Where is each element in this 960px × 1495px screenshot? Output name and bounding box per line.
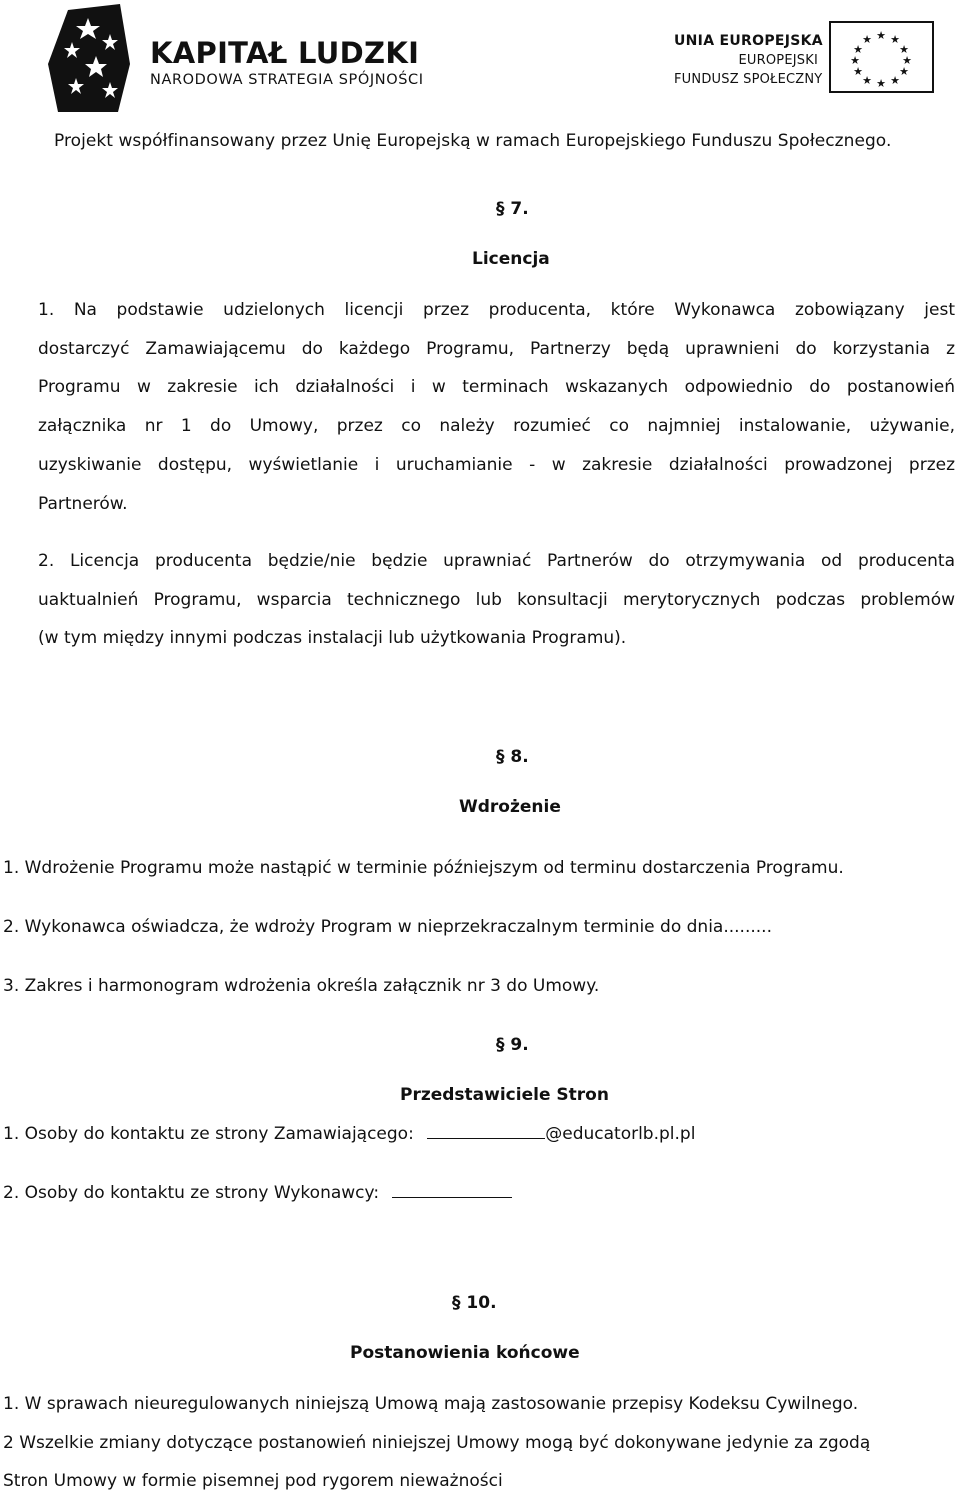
svg-text:★: ★ — [890, 74, 900, 87]
svg-text:★: ★ — [876, 29, 886, 42]
svg-text:★: ★ — [876, 77, 886, 90]
s9-item-1-email-suffix: @educatorlb.pl.pl — [545, 1124, 696, 1144]
svg-text:★: ★ — [853, 43, 863, 56]
s9-item-1 — [3, 1124, 695, 1144]
svg-text:★: ★ — [850, 54, 860, 67]
s7-p1-line-6: Partnerów. — [38, 494, 128, 514]
ue-line-1: UNIA EUROPEJSKA — [674, 33, 823, 49]
project-funding-line: Projekt współfinansowany przez Unię Europejską w ramach Europejskiego Funduszu Społecznego. — [54, 131, 892, 151]
s9-item-2 — [3, 1183, 512, 1203]
section-7-number: § 7. — [496, 199, 529, 219]
section-10-title: Postanowienia końcowe — [350, 1343, 580, 1363]
s7-p1-line-4: załącznika nr 1 do Umowy, przez co należy rozumieć co najmniej instalowanie, używanie, — [38, 416, 955, 436]
kapital-ludzki-title: KAPITAŁ LUDZKI — [150, 36, 420, 70]
zamawiajacy-contact-blank[interactable] — [427, 1124, 545, 1139]
s10-item-2-line-2: Stron Umowy w formie pisemnej pod rygorem nieważności — [3, 1471, 503, 1491]
ue-line-3: FUNDUSZ SPOŁECZNY — [674, 72, 823, 87]
s10-item-2-line-1: 2 Wszelkie zmiany dotyczące postanowień niniejszej Umowy mogą być dokonywane jedynie za zgodą — [3, 1433, 871, 1453]
svg-text:★: ★ — [862, 74, 872, 87]
svg-text:★: ★ — [902, 54, 912, 67]
svg-text:★: ★ — [862, 33, 872, 46]
kapital-ludzki-subtitle: NARODOWA STRATEGIA SPÓJNOŚCI — [150, 72, 424, 88]
s7-p1-line-1: 1. Na podstawie udzielonych licencji przez producenta, które Wykonawca zobowiązany jest — [38, 300, 955, 320]
s7-p1-line-5: uzyskiwanie dostępu, wyświetlanie i uruchamianie - w zakresie działalności prowadzonej przez — [38, 455, 955, 475]
s7-p2-line-2: uaktualnień Programu, wsparcia technicznego lub konsultacji merytorycznych podczas problemów — [38, 590, 955, 610]
svg-text:★: ★ — [899, 65, 909, 78]
s8-item-3: 3. Zakres i harmonogram wdrożenia określa załącznik nr 3 do Umowy. — [3, 976, 600, 996]
section-10-number: § 10. — [452, 1293, 497, 1313]
section-9-number: § 9. — [496, 1035, 529, 1055]
wykonawca-contact-blank[interactable] — [392, 1183, 512, 1198]
ue-line-2: EUROPEJSKI — [738, 53, 818, 68]
s7-p2-line-1: 2. Licencja producenta będzie/nie będzie uprawniać Partnerów do otrzymywania od producenta — [38, 551, 955, 571]
s7-p1-line-2: dostarczyć Zamawiającemu do każdego Programu, Partnerzy będą uprawnieni do korzystania z — [38, 339, 955, 359]
section-9-title: Przedstawiciele Stron — [400, 1085, 609, 1105]
s7-p2-line-3: (w tym między innymi podczas instalacji lub użytkowania Programu). — [38, 628, 627, 648]
s9-item-1-label: 1. Osoby do kontaktu ze strony Zamawiającego: — [3, 1124, 414, 1144]
ue-logo-text — [674, 32, 823, 89]
section-7-title: Licencja — [472, 249, 550, 269]
section-8-number: § 8. — [496, 747, 529, 767]
s8-item-1: 1. Wdrożenie Programu może nastąpić w terminie późniejszym od terminu dostarczenia Programu. — [3, 858, 844, 878]
svg-text:★: ★ — [890, 33, 900, 46]
s9-item-2-label: 2. Osoby do kontaktu ze strony Wykonawcy: — [3, 1183, 380, 1203]
section-8-title: Wdrożenie — [459, 797, 561, 817]
s10-item-1: 1. W sprawach nieuregulowanych niniejszą Umową mają zastosowanie przepisy Kodeksu Cywilnego. — [3, 1394, 859, 1414]
document-header — [0, 0, 960, 160]
kapital-ludzki-logo — [48, 4, 153, 112]
eu-flag-icon — [829, 21, 934, 93]
svg-text:★: ★ — [899, 43, 909, 56]
s7-p1-line-3: Programu w zakresie ich działalności i w terminach wskazanych odpowiednio do postanowień — [38, 377, 955, 397]
s8-item-2: 2. Wykonawca oświadcza, że wdroży Program w nieprzekraczalnym terminie do dnia......... — [3, 917, 772, 937]
svg-text:★: ★ — [853, 65, 863, 78]
